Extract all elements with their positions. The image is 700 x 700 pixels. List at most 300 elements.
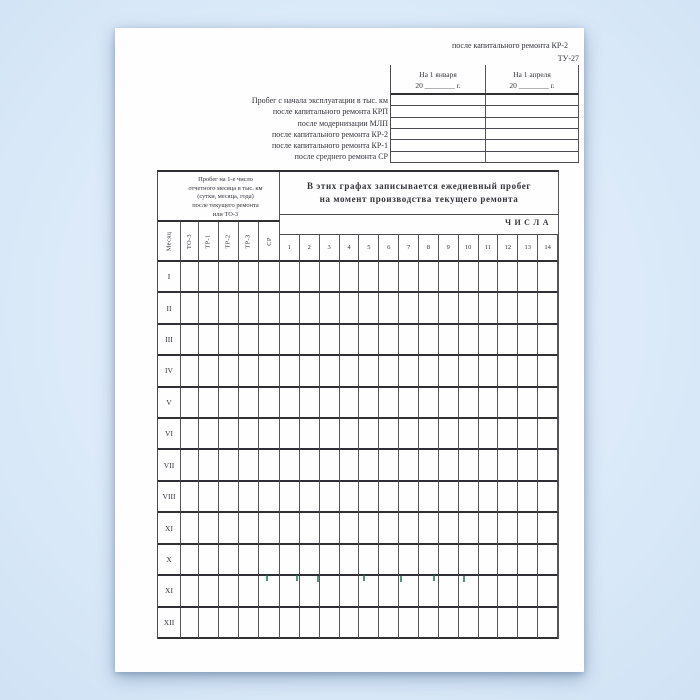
grid-cell [300, 293, 320, 324]
grid-cell [538, 608, 558, 639]
grid-cell [498, 388, 518, 419]
grid-cell [379, 482, 399, 513]
grid-cell [320, 513, 340, 544]
grid-cell [479, 513, 499, 544]
grid-cell [340, 293, 360, 324]
grid-cell [439, 388, 459, 419]
grid-cell [498, 576, 518, 607]
grid-cell [379, 576, 399, 607]
grid-cell [259, 450, 280, 481]
grid-cell [259, 262, 280, 293]
month-label: XI [158, 513, 181, 544]
mileage-since-table [390, 65, 579, 163]
grid-cell [359, 293, 379, 324]
grid-cell [239, 513, 259, 544]
grid-cell [379, 388, 399, 419]
grid-cell [280, 513, 300, 544]
grid-cell [320, 608, 340, 639]
grid-cell [439, 325, 459, 356]
mileage-cell [486, 152, 579, 163]
grid-cell [459, 545, 479, 576]
scan-artifact-green [400, 576, 402, 582]
grid-cell [498, 545, 518, 576]
service-column-header [219, 222, 239, 262]
grid-cell [459, 325, 479, 356]
grid-cell [379, 293, 399, 324]
grid-cell [259, 356, 280, 387]
header-line: 20 ________ г. [509, 81, 555, 90]
mileage-cell [391, 106, 486, 117]
grid-cell [459, 513, 479, 544]
month-label: IV [158, 356, 181, 387]
grid-cell [259, 482, 280, 513]
mileage-col-header-april [486, 65, 579, 95]
grid-cell [199, 576, 219, 607]
grid-cell [479, 450, 499, 481]
header-line: На 1 апреля [513, 70, 551, 79]
grid-cell [199, 450, 219, 481]
grid-cell [419, 262, 439, 293]
grid-cell [340, 356, 360, 387]
grid-cell [459, 419, 479, 450]
grid-cell [199, 545, 219, 576]
grid-cell [320, 545, 340, 576]
grid-cell [379, 513, 399, 544]
service-column-label: ТР-2 [224, 233, 232, 249]
grid-cell [459, 356, 479, 387]
grid-cell [538, 545, 558, 576]
grid-cell [340, 608, 360, 639]
grid-cell [359, 513, 379, 544]
grid-cell [259, 419, 280, 450]
header-daily-mileage-note [280, 172, 558, 215]
grid-cell [340, 325, 360, 356]
grid-cell [419, 293, 439, 324]
grid-cell [399, 450, 419, 481]
mileage-label: после капитального ремонта КР-2 [271, 129, 388, 139]
grid-cell [320, 419, 340, 450]
grid-cell [538, 356, 558, 387]
grid-cell [399, 545, 419, 576]
grid-cell [181, 545, 199, 576]
grid-cell [459, 608, 479, 639]
day-number: 11 [479, 235, 499, 262]
day-number: 4 [340, 235, 360, 262]
grid-cell [300, 482, 320, 513]
service-column-label: Месяц [165, 231, 173, 251]
grid-cell [340, 482, 360, 513]
grid-cell [399, 576, 419, 607]
header-line: отчетного месяца в тыс. км [188, 184, 263, 192]
grid-cell [239, 608, 259, 639]
grid-cell [359, 356, 379, 387]
day-number: 10 [459, 235, 479, 262]
grid-cell [518, 608, 538, 639]
grid-cell [439, 608, 459, 639]
grid-cell [399, 293, 419, 324]
mileage-cell [391, 140, 486, 151]
mileage-label: после капитального ремонта КР-1 [271, 141, 388, 151]
service-column-header [199, 222, 219, 262]
grid-cell [439, 356, 459, 387]
grid-cell [181, 450, 199, 481]
grid-cell [538, 482, 558, 513]
grid-cell [199, 482, 219, 513]
grid-cell [359, 450, 379, 481]
service-column-label: ТО-3 [186, 233, 193, 249]
grid-cell [498, 325, 518, 356]
grid-cell [439, 262, 459, 293]
day-number: 2 [300, 235, 320, 262]
grid-cell [379, 450, 399, 481]
month-label: X [158, 545, 181, 576]
grid-cell [538, 325, 558, 356]
grid-cell [239, 356, 259, 387]
grid-cell [538, 513, 558, 544]
mileage-cell [486, 129, 579, 140]
grid-cell [181, 293, 199, 324]
grid-cell [239, 293, 259, 324]
grid-cell [239, 262, 259, 293]
day-number: 1 [280, 235, 300, 262]
grid-cell [518, 513, 538, 544]
grid-cell [320, 325, 340, 356]
grid-cell [498, 482, 518, 513]
grid-cell [479, 545, 499, 576]
grid-cell [280, 608, 300, 639]
grid-cell [379, 545, 399, 576]
grid-cell [300, 388, 320, 419]
grid-cell [280, 356, 300, 387]
grid-cell [379, 356, 399, 387]
grid-cell [419, 419, 439, 450]
grid-cell [498, 608, 518, 639]
grid-cell [419, 325, 439, 356]
grid-cell [498, 262, 518, 293]
scan-artifact-green [363, 575, 365, 581]
monthly-mileage-grid [157, 170, 559, 639]
mileage-cell [486, 106, 579, 117]
header-note-after-overhaul: после капитального ремонта КР-2 [451, 41, 568, 50]
grid-cell [199, 608, 219, 639]
grid-cell [419, 513, 439, 544]
grid-cell [439, 576, 459, 607]
grid-cell [518, 356, 538, 387]
chisla-header: ЧИСЛА [280, 215, 558, 235]
scanned-form-page [115, 28, 584, 672]
grid-cell [479, 356, 499, 387]
grid-cell [439, 293, 459, 324]
grid-cell [479, 576, 499, 607]
grid-cell [459, 576, 479, 607]
day-number: 6 [379, 235, 399, 262]
grid-cell [259, 513, 280, 544]
header-line: после текущего ремонта [192, 201, 259, 209]
grid-cell [498, 513, 518, 544]
mileage-cell [486, 118, 579, 129]
day-number: 7 [399, 235, 419, 262]
grid-cell [379, 419, 399, 450]
grid-cell [359, 482, 379, 513]
grid-cell [280, 325, 300, 356]
grid-cell [199, 293, 219, 324]
grid-cell [359, 608, 379, 639]
grid-cell [320, 388, 340, 419]
mileage-cell [391, 152, 486, 163]
grid-cell [199, 325, 219, 356]
grid-cell [518, 388, 538, 419]
grid-cell [518, 262, 538, 293]
service-column-header [181, 222, 199, 262]
grid-cell [219, 513, 239, 544]
scan-artifact-green [317, 576, 319, 582]
grid-cell [181, 513, 199, 544]
grid-cell [439, 513, 459, 544]
grid-cell [219, 545, 239, 576]
grid-cell [259, 388, 280, 419]
grid-cell [479, 388, 499, 419]
grid-cell [419, 608, 439, 639]
grid-cell [199, 513, 219, 544]
grid-cell [479, 262, 499, 293]
month-label: VI [158, 419, 181, 450]
month-label: VII [158, 450, 181, 481]
grid-cell [239, 419, 259, 450]
mileage-col-header-january [391, 65, 486, 95]
grid-cell [359, 262, 379, 293]
grid-cell [498, 356, 518, 387]
grid-cell [259, 545, 280, 576]
grid-cell [459, 388, 479, 419]
grid-cell [399, 419, 419, 450]
service-column-header [158, 222, 181, 262]
grid-cell [399, 482, 419, 513]
grid-cell [518, 545, 538, 576]
grid-cell [419, 356, 439, 387]
grid-cell [439, 482, 459, 513]
grid-cell [280, 545, 300, 576]
grid-cell [259, 576, 280, 607]
grid-cell [259, 293, 280, 324]
grid-cell [379, 262, 399, 293]
month-label: VIII [158, 482, 181, 513]
grid-cell [259, 325, 280, 356]
grid-cell [459, 450, 479, 481]
grid-cell [459, 482, 479, 513]
grid-cell [300, 545, 320, 576]
grid-cell [199, 388, 219, 419]
grid-cell [518, 482, 538, 513]
grid-cell [300, 513, 320, 544]
grid-cell [239, 388, 259, 419]
day-number: 3 [320, 235, 340, 262]
header-line: В этих графах записывается ежедневный пробег [306, 181, 532, 191]
grid-cell [199, 356, 219, 387]
grid-cell [439, 545, 459, 576]
grid-cell [280, 293, 300, 324]
grid-cell [239, 325, 259, 356]
grid-cell [239, 545, 259, 576]
grid-cell [320, 262, 340, 293]
grid-cell [340, 388, 360, 419]
grid-cell [181, 419, 199, 450]
day-number: 9 [439, 235, 459, 262]
grid-cell [340, 262, 360, 293]
scan-artifact-green [463, 576, 465, 582]
header-line: 20 ________ г. [415, 81, 461, 90]
grid-cell [181, 608, 199, 639]
grid-cell [219, 576, 239, 607]
grid-cell [219, 262, 239, 293]
month-label: XI [158, 576, 181, 607]
grid-cell [518, 576, 538, 607]
mileage-cell [391, 129, 486, 140]
month-label: III [158, 325, 181, 356]
grid-cell [320, 293, 340, 324]
grid-cell [300, 608, 320, 639]
header-line: на момент производства текущего ремонта [319, 193, 519, 204]
header-line: (сутки, месяца, года) [197, 193, 254, 201]
grid-cell [399, 356, 419, 387]
grid-cell [379, 325, 399, 356]
grid-cell [340, 576, 360, 607]
grid-cell [359, 388, 379, 419]
grid-cell [219, 356, 239, 387]
day-number: 8 [419, 235, 439, 262]
grid-cell [518, 293, 538, 324]
mileage-label: после модернизации МЛП [297, 118, 388, 128]
grid-cell [280, 482, 300, 513]
service-column-label: ТР-1 [204, 233, 212, 249]
grid-cell [538, 576, 558, 607]
grid-cell [459, 262, 479, 293]
grid-cell [439, 450, 459, 481]
grid-cell [419, 482, 439, 513]
grid-cell [219, 325, 239, 356]
header-line: Пробег на 1-е число [198, 176, 253, 183]
grid-cell [181, 356, 199, 387]
grid-cell [479, 482, 499, 513]
mileage-cell [486, 140, 579, 151]
grid-cell [399, 325, 419, 356]
grid-cell [219, 450, 239, 481]
day-number: 13 [518, 235, 538, 262]
grid-cell [419, 450, 439, 481]
month-label: XII [158, 608, 181, 639]
header-line: или ТО-3 [212, 210, 239, 218]
grid-cell [259, 608, 280, 639]
grid-cell [479, 419, 499, 450]
service-column-label: ТР-3 [244, 233, 252, 249]
grid-cell [239, 482, 259, 513]
grid-cell [320, 482, 340, 513]
day-number: 12 [498, 235, 518, 262]
grid-cell [219, 388, 239, 419]
grid-cell [300, 450, 320, 481]
grid-cell [300, 262, 320, 293]
grid-cell [538, 450, 558, 481]
grid-cell [399, 608, 419, 639]
grid-cell [219, 608, 239, 639]
grid-cell [439, 419, 459, 450]
scan-artifact-green [266, 575, 268, 581]
grid-cell [340, 450, 360, 481]
service-column-header [239, 222, 259, 262]
grid-cell [399, 262, 419, 293]
grid-cell [199, 419, 219, 450]
grid-cell [479, 293, 499, 324]
grid-cell [300, 356, 320, 387]
grid-cell [518, 325, 538, 356]
grid-cell [239, 576, 259, 607]
grid-cell [181, 262, 199, 293]
mileage-cell [391, 118, 486, 129]
grid-cell [320, 576, 340, 607]
grid-cell [219, 482, 239, 513]
form-number: ТУ-27 [557, 54, 579, 63]
grid-cell [359, 325, 379, 356]
mileage-label: после среднего ремонта СР [294, 152, 388, 162]
month-label: V [158, 388, 181, 419]
grid-cell [498, 419, 518, 450]
mileage-label: Пробег с начала эксплуатации в тыс. км [251, 96, 388, 105]
grid-cell [359, 419, 379, 450]
grid-cell [320, 356, 340, 387]
grid-cell [320, 450, 340, 481]
header-line: На 1 января [419, 70, 457, 79]
grid-cell [518, 419, 538, 450]
grid-cell [498, 293, 518, 324]
grid-cell [340, 513, 360, 544]
month-label: II [158, 293, 181, 324]
mileage-cell [486, 95, 579, 106]
grid-cell [219, 293, 239, 324]
service-column-header [259, 222, 280, 262]
grid-cell [181, 325, 199, 356]
grid-cell [538, 293, 558, 324]
grid-cell [199, 262, 219, 293]
grid-cell [419, 545, 439, 576]
scan-artifact-green [296, 575, 298, 581]
day-number: 5 [359, 235, 379, 262]
grid-cell [340, 419, 360, 450]
grid-cell [280, 262, 300, 293]
grid-cell [280, 388, 300, 419]
grid-cell [340, 545, 360, 576]
grid-cell [419, 576, 439, 607]
grid-cell [359, 545, 379, 576]
mileage-cell [391, 95, 486, 106]
grid-cell [479, 325, 499, 356]
grid-cell [538, 262, 558, 293]
grid-cell [239, 450, 259, 481]
grid-cell [498, 450, 518, 481]
grid-cell [300, 419, 320, 450]
day-number: 14 [538, 235, 558, 262]
header-mileage-on-first-day [158, 172, 280, 222]
grid-cell [181, 576, 199, 607]
grid-cell [219, 419, 239, 450]
grid-cell [399, 388, 419, 419]
grid-cell [181, 482, 199, 513]
grid-cell [518, 450, 538, 481]
grid-cell [181, 388, 199, 419]
scan-artifact-green [433, 575, 435, 581]
grid-cell [538, 419, 558, 450]
mileage-label: после капитального ремонта КРП [272, 107, 388, 117]
grid-cell [399, 513, 419, 544]
grid-cell [538, 388, 558, 419]
